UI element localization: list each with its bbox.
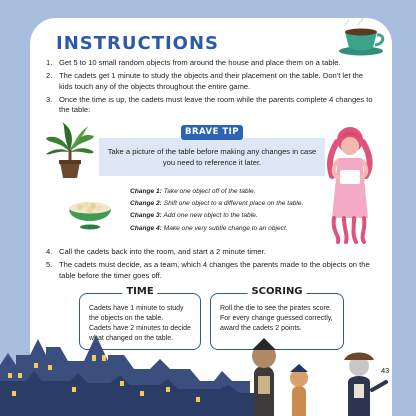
step-item: 4. Call the cadets back into the room, and start a 2 minute timer. (46, 247, 266, 256)
change-item: Change 4: Make one very subtle change to an object. (130, 224, 288, 232)
pink-octopus-girl (318, 124, 380, 244)
change-item: Change 3: Add one new object to the table. (130, 212, 258, 220)
pirate-characters (248, 334, 388, 416)
scoring-heading: SCORING (247, 286, 306, 297)
bowl-of-treats (66, 197, 114, 231)
scoring-text: Roll the die to see the pirates score. For every change guessed correctly, award the cadets 2 points. (220, 305, 333, 332)
brave-tip-label: BRAVE TIP (181, 125, 243, 140)
potted-plant (44, 122, 96, 180)
time-line: Cadets have 2 minutes to decide what changed on the table. (89, 325, 191, 342)
followup-steps (46, 247, 376, 284)
teacup-icon (336, 18, 386, 56)
brave-tip-box (99, 138, 325, 176)
step-item: 5. The cadets must decide, as a team, which 4 changes the parents made to the objects on the table before the timer goes off. (46, 260, 370, 280)
change-item: Change 2: Shift one object to a different place on the table. (130, 200, 304, 208)
page-number: 43 (381, 366, 390, 375)
intro-steps (46, 58, 376, 118)
change-item: Change 1: Take one object off of the table. (130, 188, 256, 195)
step-item: 2. The cadets get 1 minute to study the objects and their placement on the table. Don't let the kids touch any of the objects throughout the entire game. (46, 71, 364, 91)
step-item: 3. Once the time is up, the cadets must leave the room while the parents complete 4 changes to the table: (46, 94, 373, 114)
time-line: Cadets have 1 minute to study the objects on the table. (89, 305, 184, 322)
changes-list (130, 186, 303, 235)
step-item: 1. Get 5 to 10 small random objects from around the house and place them on a table. (46, 58, 341, 67)
page-title: INSTRUCTIONS (56, 33, 219, 54)
time-heading: TIME (122, 286, 157, 297)
brave-tip-text: Take a picture of the table before making any changes in case you need to reference it later. (107, 147, 317, 167)
